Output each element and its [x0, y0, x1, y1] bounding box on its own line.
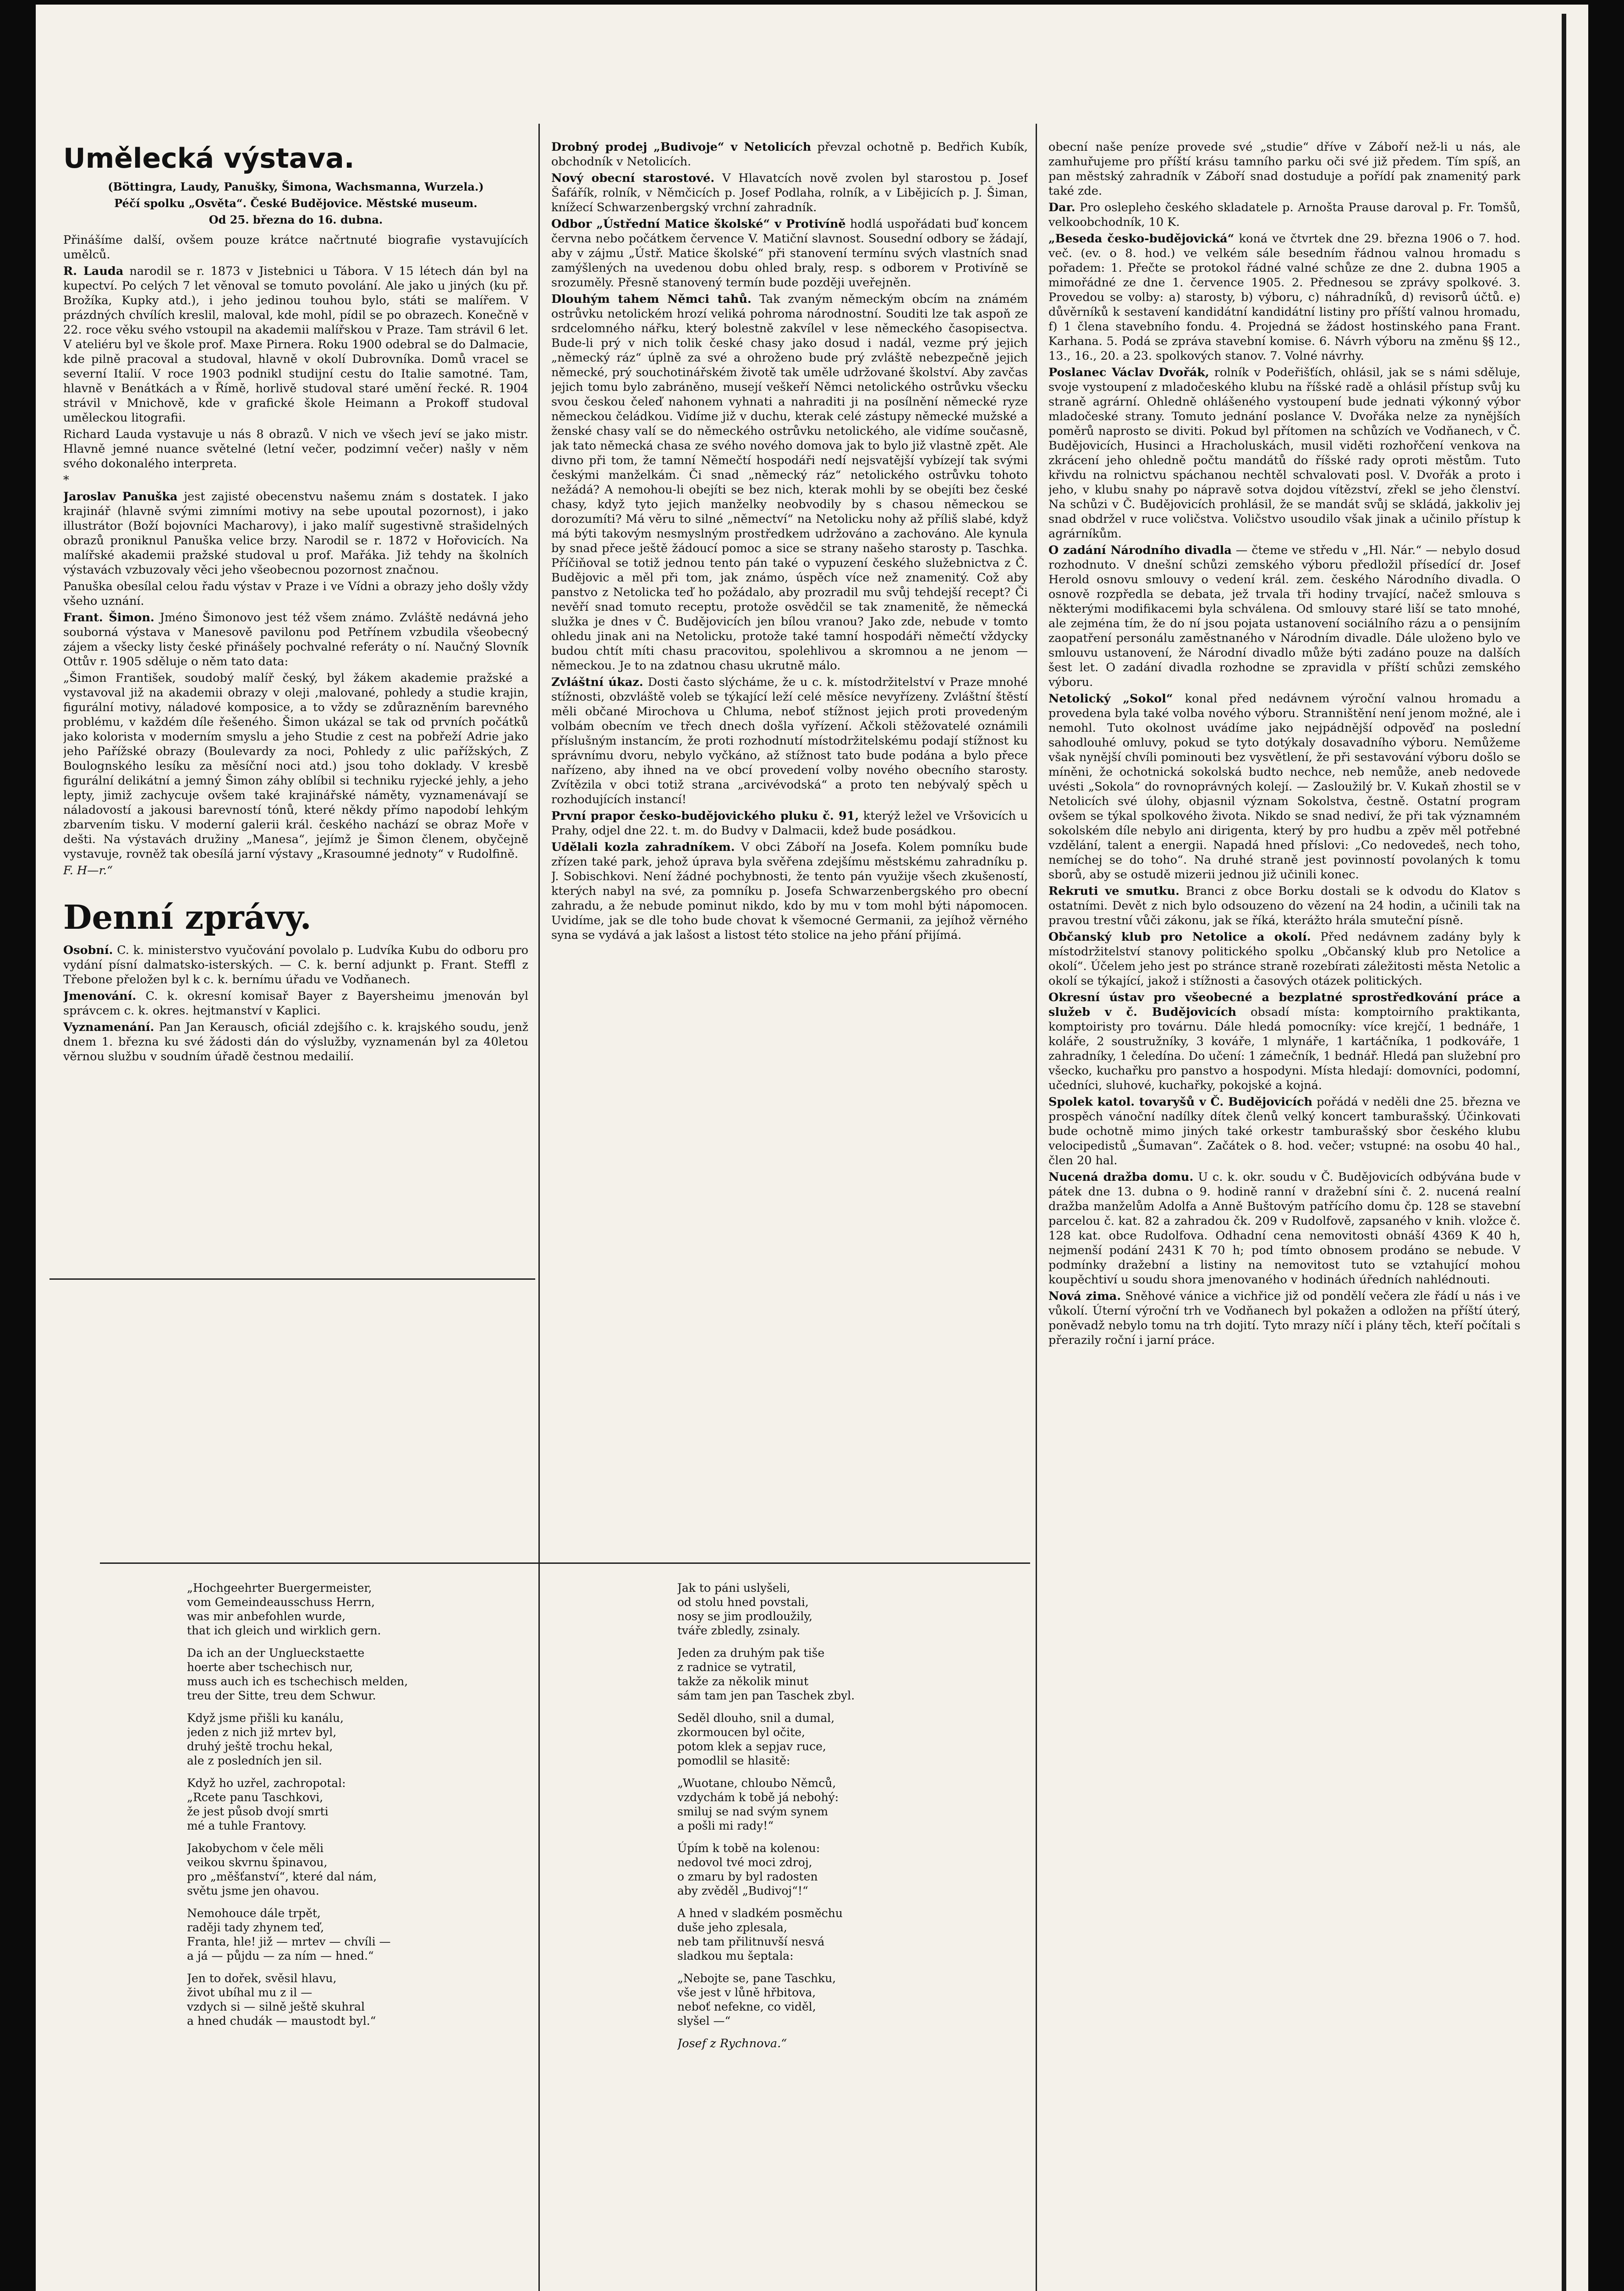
poem-rule-full	[100, 1562, 1030, 1564]
left-poem-line: vzdych si — silně ještě skuhral	[187, 2000, 365, 2013]
left-poem-line: „Hochgeehrter Buergermeister,	[187, 1581, 372, 1595]
exhibition-intro: Přinášíme další, ovšem pouze krátce načrtnuté biografie vystavujících umělců.	[63, 233, 528, 262]
scan-border-strip	[1562, 14, 1566, 2291]
simon-paragraph	[63, 610, 528, 669]
dvorak-lead: Poslanec Václav Dvořák,	[1048, 366, 1209, 379]
middle-poem-line: Jeden za druhým pak tiše	[677, 1646, 825, 1660]
article-signature: F. H—r.“	[63, 864, 113, 877]
middle-poem-line: duše jeho zplesala,	[677, 1921, 787, 1934]
middle-poem-line: pomodlil se hlasitě:	[677, 1754, 790, 1767]
news-matice	[551, 217, 1028, 290]
lauda-text: narodil se r. 1873 v Jistebnici u Tábora. V 15 létech dán byl na kupectví. Po celých 7 let věnoval se tomuto povolání. Ale jako u jiných (ku př. Brožíka, Kupky atd.), i jeho jedinou touhou bylo, státi se malířem. V prázdných chvílích kreslil, maloval, kde mohl, pídil se po obrazech. Konečně v 22. roce věku svého vstoupil na akademii malířskou v Praze. Tam strávil 6 let. V ateliéru byl ve škole prof. Maxe Pirnera. Roku 1900 odebral se do Dalmacie, kde pilně pracoval a studoval, hlavně v okolí Dubrovníka. Domů vracel se severní Italií. V roce 1903 podnikl studijní cestu do Italie samotné. Tam, hlavně v Benátkách a v Římě, horlivě studoval staré umění řecké. R. 1904 strávil v Mnichově, kde v grafické škole Heimann a Prokoff studoval uměleckou litografii.	[63, 264, 528, 425]
starosta-lead: Nový obecní starostové.	[551, 171, 715, 185]
middle-poem-line: neboť nefekne, co viděl,	[677, 2000, 816, 2013]
dvorak-text: rolník v Podeřišťích, ohlásil, jak se s námi sděluje, svoje vystoupení z mladočeského klubu na říšské radě a ohlásil přístup svůj ku straně agrární. Ohledně ohlášeného vystoupení bude jednati výkonný výbor mladočeské strany. Tomuto jednání poslance V. Dvořáka nelze za nynějších poměrů naprosto se diviti. Pokud byl přítomen na schůzích ve Vodňanech, v Č. Budějovicích, Husinci a Hracholuskách, musil viděti rozhořčení venkova na zkrácení jeho ohledně počtu mandátů do říšské rady oproti městům. Tuto křivdu na rolnictvu spáchanou nechtěl schvalovati posl. V. Dvořák a proto i jeho, v klubu snahy po nápravě sotva dojdou vítězství, zřekl se jeho členství. Na schůzi v Č. Budějovicích prohlásil, že se mandát svůj se skládá, jakkoliv jej snad obdržel v ruce voličstva. Voličstvo usoudilo však jinak a učinilo přístup k agrárníkům.	[1048, 366, 1520, 541]
poem-signature: Josef z Rychnova.“	[677, 2037, 787, 2050]
news-jmenovani	[63, 989, 528, 1018]
vyznamenani-lead: Vyznamenání.	[63, 1020, 154, 1034]
exhibition-organizer: Péčí spolku „Osvěta“. České Budějovice. Městské museum.	[114, 197, 477, 210]
left-poem-stanza	[187, 1971, 535, 2028]
sokol-text: konal před nedávnem výroční valnou hromadu a provedena byla také volba nového výboru. Stranništění není jenom možné, ale i nemohl. Tuto okolnost uvádíme jako nejpádnější odpověď na poslední sahodlouhé omluvy, pokud se tyto dotýkaly dosavadního výboru. Nemůžeme však nynější chvíli pominouti bez vysvětlení, že při sestavování výboru došlo se míněni, že ochotnická sokolská budto nechce, neb nemůže, aneb nedovede uvésti „Sokola“ do rovnoprávných kolejí. — Zasloužilý br. V. Kukaň zhostil se v Netolicích své úlohy, objasnil význam Sokolstva, čestně. Ostatní program ovšem se týkal spolkového života. Nikdo se snad nediví, že při tak významném sokolském díle nebylo ani dirigenta, který by pro hudbu a zpěv měl potřebné vzdělání, talent a energii. Napadá hned příslovi: „Co nedovedeš, nech toho, nemíchej se do toho“. Na druhé straně jest povinností povolaných k tomu sborů, aby se ostudě mizerii jednou již učinili konec.	[1048, 692, 1520, 882]
left-column	[63, 142, 528, 1558]
middle-poem-line: tváře zbledly, zsinaly.	[677, 1624, 801, 1637]
middle-poem-line: „Nebojte se, pane Taschku,	[677, 1972, 836, 1985]
panuska-name: Jaroslav Panuška	[63, 490, 178, 504]
middle-poem-stanza	[677, 1646, 1030, 1703]
left-poem-line: ale z posledních jen sil.	[187, 1754, 322, 1767]
left-poem-line: Když ho uzřel, zachropotal:	[187, 1776, 346, 1790]
news-beseda	[1048, 231, 1520, 363]
exhibition-dates: Od 25. března do 16. dubna.	[208, 213, 383, 226]
middle-poem-stanza	[677, 1906, 1030, 1963]
panuska-text: jest zajisté obecenstvu našemu znám s dostatek. I jako krajinář (hlavně svými zimními motivy na sebe upoutal pozornost), i jako illustrátor (Boží bojovníci Macharovy), i jako malíř sugestivně strašidelných obrazů proniknul Panuška velice brzy. Narodil se r. 1872 v Hořovicích. Na malířské akademii pražské studoval u prof. Mařáka. Již tehdy na školních výstavách vzbuzovaly věci jeho všeobecnou pozornost značnou.	[63, 490, 528, 577]
middle-poem-stanza	[677, 1841, 1030, 1898]
osobni-lead: Osobní.	[63, 943, 113, 957]
exhibition-artists: (Böttingra, Laudy, Panušky, Šimona, Wachsmanna, Wurzela.)	[108, 180, 484, 193]
middle-poem-stanza	[677, 1581, 1030, 1638]
left-poem-line: druhý ještě trochu hekal,	[187, 1740, 333, 1753]
column-rule-left	[538, 124, 540, 2291]
left-poem-line: Franta, hle! již — mrtev — chvíli —	[187, 1935, 391, 1948]
lauda-paragraph	[63, 264, 528, 425]
middle-poem-line: nedovol tvé moci zdroj,	[677, 1856, 812, 1869]
news-ustav	[1048, 990, 1520, 1093]
middle-poem-line: nosy se jim prodloužily,	[677, 1610, 813, 1623]
left-poem-line: vom Gemeindeausschuss Herrn,	[187, 1595, 375, 1609]
middle-poem-line: sám tam jen pan Taschek zbyl.	[677, 1689, 855, 1702]
sokol-lead: Netolický „Sokol“	[1048, 692, 1173, 706]
beseda-text: koná ve čtvrtek dne 29. března 1906 o 7. hod. več. (ev. o 8. hod.) ve velkém sále besedním řádnou valnou hromadu s pořadem: 1. Přečte se protokol řádné valné schůze ze dne 2. dubna 1905 a mimořádné ze dne 1. července 1905. 2. Přednesou se zprávy spolkové. 3. Provedou se volby: a) starosty, b) výboru, c) náhradníků, d) revisorů účtů. e) důvěrníků k sestavení kandidátní kandidátní listiny pro příští valnou hromadu, f) 1 člena stavebního fondu. 4. Projedná se žádost hostinského pana Frant. Karhana. 5. Podá se zpráva stavební komise. 6. Návrh výboru na změnu §§ 12., 13., 16., 20. a 23. spolkových stanov. 7. Volné návrhy.	[1048, 232, 1520, 363]
lauda-name: R. Lauda	[63, 264, 124, 278]
left-poem-line: muss auch ich es tschechisch melden,	[187, 1675, 408, 1688]
left-poem-line: „Rcete panu Taschkovi,	[187, 1791, 324, 1804]
left-poem-line: Když jsme přišli ku kanálu,	[187, 1711, 344, 1725]
left-poem-line: Da ich an der Unglueckstaette	[187, 1646, 365, 1660]
left-poem-line: hoerte aber tschechisch nur,	[187, 1661, 353, 1674]
left-poem-line: Nemohouce dále trpět,	[187, 1907, 321, 1920]
news-kozla	[551, 840, 1028, 943]
simon-text: Jméno Šimonovo jest též všem známo. Zvláště nedávná jeho souborná výstava v Manesově pavilonu pod Petřínem vzbudila všeobecný zájem a všecky listy české přinášely pochvalné referáty o ní. Naučný Slovník Ottův r. 1905 sděluje o něm tato data:	[63, 611, 528, 669]
middle-poem	[677, 1581, 1030, 2291]
left-poem-line: jeden z nich již mrtev byl,	[187, 1726, 337, 1739]
left-poem	[187, 1581, 535, 2291]
ukaz-lead: Zvláštní úkaz.	[551, 675, 643, 689]
zima-text: Sněhové vánice a vichřice již od pondělí večera zle řádí u nás i ve vůkolí. Úterní výroční trh ve Vodňanech byl pokažen a odložen na příští úterý, poněvadž nebylo tomu na trh dojití. Tyto mrazy níčí i plány těch, kteří počítali s přerazily roční i jarní práce.	[1048, 1289, 1520, 1347]
nemci-text: Tak zvaným německým obcím na známém ostrůvku netolickém hrozí veliká pohroma národnostní. Souditi lze tak aspoň ze srdcelomného nářku, který bolestně zakvílel v lese německého časopisectva. Bude-li prý v nich tolik české chasy jako dosud i nadál, vezme prý jejich „německý ráz“ úplně za své a ohroženo bude prý zvláště nebezpečně jejich německé, prý souchotinářském životě tak uměle udržované školství. Aby zavčas jejich tomu bylo zabráněno, musejí veškeří Němci netolického ostrůvku všecku svou českou čeleď nahonem vyhnati a nahraditi ji na posílnění německé ryze německou čeládkou. Vidíme již v duchu, kterak celé zástupy německé mužské a ženské chasy valí se do německého ostrůvku netolického, ale vidíme současně, jak tato německá chasa ze svého nového domova jak to bylo již vlastně zpět. Ale divno při tom, že tamní Němečtí hospodáři nedí nejsvatější vybízejí tak svými českými manželkám. Či snad „německý ráz“ netolického ostrůvku tohoto nežádá? A nemohou-li obejíti se bez nich, kterak mohli by se obejíti bez české chasy, když tyto jejich manželky neobvodily by s chasou německou se dorozumíti? Má věru to silné „němectví“ na Netolicku nohy až příliš slabé, když má býti takovým nesmyslným prostředkem udržováno a zachováno. Ale kynula by snad přece ještě žádoucí pomoc a sice se strany našeho starosty p. Taschka. Příčiňoval se totiž jednou tento pán také o vypuzení českého služebnictva z Č. Budějovic a měl při tom, jak známo, úspěch více než znamenitý. Což aby panstvo z Netolicka teď ho požádalo, aby prozradil mu svůj tehdejší recept? Či nevěří snad tomuto receptu, protože osvědčil se tak znamenitě, že německá služka je dnes v Č. Budějovicích jen bílou vranou? Jako zde, nebude v tomto ohledu jinak ani na Netolicku, protože také tamní hospodáři němečtí vždycky budou chtít míti chasu pracovitou, spolehlivou a skromnou a ne jenom — německou. Je to na zdatnou chasu ukrutně málo.	[551, 292, 1028, 673]
left-poem-stanza	[187, 1841, 535, 1898]
spolek-lead: Spolek katol. tovaryšů v Č. Budějovicích	[1048, 1095, 1313, 1109]
news-osobni	[63, 943, 528, 987]
newspaper-page	[36, 5, 1588, 2291]
rekruti-text: Branci z obce Borku dostali se k odvodu do Klatov s ostatními. Devět z nich bylo odsouzeno do vězení na 24 hodin, a učinili tak na pravou trestní vůči zákonu, jak se říká, kterážto hrála smuteční písně.	[1048, 884, 1520, 927]
middle-poem-line: od stolu hned povstali,	[677, 1595, 809, 1609]
left-poem-line: raději tady zhynem teď,	[187, 1921, 324, 1934]
news-sokol	[1048, 691, 1520, 882]
news-drazba	[1048, 1170, 1520, 1287]
middle-poem-line: z radnice se vytratil,	[677, 1661, 796, 1674]
middle-poem-stanza	[677, 1711, 1030, 1768]
middle-poem-line: potom klek a sepjav ruce,	[677, 1740, 826, 1753]
middle-poem-line: A hned v sladkém posměchu	[677, 1907, 843, 1920]
drazba-text: U c. k. okr. soudu v Č. Budějovicích odbývána bude v pátek dne 13. dubna o 9. hodině ranní v dražební síni č. 2. nucená realní dražba manželům Adolfa a Anně Buštovým patřícího domu čp. 128 se stavební parcelou č. kat. 82 a zahradou čk. 209 v Rudolfově, zapsaného v knih. vložce č. 128 kat. obce Rudolfova. Odhadní cena nemovitosti obnáší 4369 K 40 h, nejmenší podání 2431 K 70 h; pod tímto obnosem prodáno se nebude. V podmínky dražební a listiny na nemovitost tuto se vztahující mohou koupěchtiví u soudu shora jmenovaného v hodinách úředních nahlédnouti.	[1048, 1170, 1520, 1287]
ustav-text: obsadí místa: komptoirního praktikanta, komptoiristy pro továrnu. Dále hledá pomocníky: více krejčí, 1 bednáře, 1 koláře, 2 soustružníky, 3 kováře, 1 mlynáře, 1 kartáčníka, 1 podkováře, 1 zahradníky, 1 čeledína. Do učení: 1 zámečník, 1 bednář. Hledá pan služební pro všecko, kuchařku pro panstvo a hospodyni. Místa hledají: domovníci, podomní, učedníci, sluhové, kuchařky, pokojské a kojná.	[1048, 1005, 1520, 1092]
jmenovani-lead: Jmenování.	[63, 989, 137, 1003]
dar-text: Pro oslepleho českého skladatele p. Arnošta Prause daroval p. Fr. Tomšů, velkoobchodník, 10 K.	[1048, 201, 1520, 229]
left-poem-line: veikou skvrnu špinavou,	[187, 1856, 328, 1869]
left-poem-stanza	[187, 1711, 535, 1768]
dar-lead: Dar.	[1048, 201, 1075, 214]
divadlo-lead: O zadání Národního divadla	[1048, 543, 1232, 557]
right-column	[1048, 140, 1520, 2291]
panuska-paragraph	[63, 489, 528, 577]
middle-poem-line: Úpím k tobě na kolenou:	[677, 1842, 820, 1855]
simon-quote: „Šimon František, soudobý malíř český, byl žákem akademie pražské a vystavoval již na akademii obrazy v oleji ,malované, pohledy a studie krajin, figurální motivy, náladové komposice, a to vždy se zdůrazněním barevného problému, v každém díle řešeného. Šimon ukázal se tak od prvních počátků jako kolorista v moderním smyslu a jeho Studie z cest na pobřeží Adrie jako jeho Pařížské obrazy (Boulevardy za noci, Pohledy z ulic pařížských, Z Boulognského lesíku za měsíční noci atd.) jsou toho doklady. V kresbě figurální delikátní a jemný Šimon záhy oblíbil si techniku ryjecké jehly, a jeho lepty, jimiž zachycuje ovšem také krajinářské náměty, vyznamenávají se náladovostí a jakousi barevností tónů, které někdy přímo napodobí lehkým zbarvením tisku. V moderní galerii král. českého nachází se obraz Moře v dešti. Na výstavách družiny „Manesa“, jejímž je Šimon členem, obyčejně vystavuje, rovněž tak obesílá jarní výstavy „Krasoumné jednoty“ v Rudolfině.	[63, 671, 528, 861]
left-poem-line: život ubíhal mu z il —	[187, 1986, 313, 1999]
drazba-lead: Nucená dražba domu.	[1048, 1170, 1194, 1184]
news-vyznamenani	[63, 1020, 528, 1064]
budivoj-lead: Drobný prodej „Budivoje“ v Netolicích	[551, 140, 812, 154]
middle-poem-line: neb tam přilitnuvší nesvá	[677, 1935, 825, 1948]
kozla-text: V obci Záboří na Josefa. Kolem pomníku bude zřízen také park, jehož úprava byla svěřena zdejšímu městskému zahradníku p. J. Sobischkovi. Není žádné pochybnosti, že tento pán využije všech zkušeností, kterých nabyl na své, za pomníku p. Josefa Schwarzenbergského pro obecní zahradu, a že nebude pominut nikdo, kdo by mu v tom mohl býti nápomocen. Uvidíme, jak se dle toho bude chovat k všemocné Germanii, za jejíhož věrného syna se vydává a jak lašost a listost této stolice na jeho přání přijímá.	[551, 840, 1028, 942]
middle-poem-line: vše jest v lůně hřbitova,	[677, 1986, 816, 1999]
middle-poem-line: a pošli mi rady!“	[677, 1819, 774, 1832]
left-poem-line: that ich gleich und wirklich gern.	[187, 1624, 381, 1637]
jmenovani-text: C. k. okresní komisař Bayer z Bayersheimu jmenován byl správcem c. k. okres. hejtmanství v Kaplici.	[63, 989, 528, 1018]
middle-poem-line: sladkou mu šeptala:	[677, 1949, 794, 1962]
news-spolek	[1048, 1095, 1520, 1168]
left-poem-stanza	[187, 1646, 535, 1703]
news-dvorak	[1048, 365, 1520, 541]
left-poem-stanza	[187, 1776, 535, 1833]
left-poem-line: a hned chudák — maustodt byl.“	[187, 2014, 376, 2028]
left-poem-line: treu der Sitte, treu dem Schwur.	[187, 1689, 376, 1702]
column-rule-right	[1036, 124, 1037, 2291]
left-poem-stanza	[187, 1906, 535, 1963]
middle-poem-line: zkormoucen byl očite,	[677, 1726, 805, 1739]
simon-name: Frant. Šimon.	[63, 611, 154, 625]
middle-poem-line: slyšel —“	[677, 2014, 731, 2028]
middle-poem-line: Seděl dlouho, snil a dumal,	[677, 1711, 835, 1725]
left-poem-line: že jest působ dvojí smrti	[187, 1805, 329, 1818]
news-starosta	[551, 171, 1028, 215]
vyznamenani-text: Pan Jan Kerausch, oficiál zdejšího c. k. krajského soudu, jenž dnem 1. března ku své žádosti dán do výslužby, vyznamenán byl za 40letou věrnou službu v soudním úřadě čestnou medailií.	[63, 1020, 528, 1063]
ukaz-text: Dosti často slýcháme, že u c. k. místodržitelství v Praze mnohé stížnosti, obzvláště voleb se týkající leží celé měsíce nevyřízeny. Zvláštní štěstí měli občané Mirochova u Chluma, neboť stížnost jejich proti provedeným volbám obecním ve třech dnech došla vyřízení. Ačkoli stěžovatelé oznámili příslušným instancím, že proti rozhodnutí místodržitelskému podají stížnost ku správnímu dvoru, nebylo vyčkáno, až stížnost tato bude podána a bylo přece nařízeno, aby ihned na ve obcí provedení volby nového obecního starosty. Zvítězila v obci totiž strana „arcivévodská“ a proto ten nebývalý spěch u rozhodujících instancí!	[551, 675, 1028, 806]
news-divadlo	[1048, 543, 1520, 690]
left-poem-line: a já — půjdu — za ním — hned.“	[187, 1949, 374, 1962]
matice-lead: Odbor „Ústřední Matice školské“ v Protivíně	[551, 217, 846, 231]
left-poem-line: světu jsme jen ohavou.	[187, 1884, 319, 1897]
obcansky-lead: Občanský klub pro Netolice a okolí.	[1048, 930, 1311, 944]
middle-poem-stanza	[677, 1776, 1030, 1833]
news-obcansky	[1048, 930, 1520, 988]
separator-star: *	[63, 473, 69, 487]
middle-poem-stanza	[677, 1971, 1030, 2028]
starosta-text: V Hlavatcích nově zvolen byl starostou p. Josef Šafářík, rolník, v Němčicích p. Josef Podlaha, rolník, a v Libějicích p. J. Šiman, knížecí Schwarzenbergský vrchní zahradník.	[551, 171, 1028, 214]
news-rekruti	[1048, 884, 1520, 928]
exhibition-title: Umělecká výstava.	[63, 143, 355, 175]
middle-poem-line: takže za několik minut	[677, 1675, 809, 1688]
rekruti-lead: Rekruti ve smutku.	[1048, 884, 1180, 898]
lauda-paragraph-2: Richard Lauda vystavuje u nás 8 obrazů. V nich ve všech jeví se jako mistr. Hlavně jemné nuance světelné (letní večer, podzimní večer) našly v něm svého dokonalého interpreta.	[63, 428, 528, 471]
budivoj-text: převzal ochotně p. Bedřich Kubík, obchodník v Netolicích.	[551, 140, 1028, 169]
middle-poem-line: vzdychám k tobě já nebohý:	[677, 1791, 839, 1804]
middle-column	[551, 140, 1028, 1560]
beseda-lead: „Beseda česko-budějovická“	[1048, 232, 1234, 246]
middle-poem-line: o zmaru by byl radosten	[677, 1870, 818, 1883]
news-section-title: Denní zprávy.	[63, 898, 312, 937]
ustav-lead: Okresní ústav pro všeobecné a bezplatné sprostředkování práce a služeb v č. Budějovicích	[1048, 991, 1520, 1019]
osobni-text: C. k. ministerstvo vyučování povolalo p. Ludvíka Kubu do odboru pro vydání písní dalmatsko-isterských. — C. k. berní adjunkt p. Frant. Steffl z Třebone přeložen byl k c. k. bernímu úřadu ve Vodňanech.	[63, 943, 528, 987]
news-budivoj	[551, 140, 1028, 169]
news-intro-continued: obecní naše peníze provede své „studie“ dříve v Záboří než-li u nás, ale zamhuřujeme pro příští krásu tamního parku oči své již předem. Tím spíš, an pan městský zahradník v Záboří snad dostuduje a pořídí pak znamenitý park také zde.	[1048, 140, 1520, 198]
nemci-lead: Dlouhým tahem Němci tahů.	[551, 292, 752, 306]
news-ukaz	[551, 675, 1028, 807]
prapor-text: kterýž ležel ve Vršovicích u Prahy, odjel dne 22. t. m. do Budvy v Dalmacii, kdež bude posádkou.	[551, 809, 1028, 838]
news-nemci	[551, 292, 1028, 673]
left-poem-line: mé a tuhle Frantovy.	[187, 1819, 307, 1832]
divadlo-text: — čteme ve středu v „Hl. Nár.“ — nebylo dosud rozhodnuto. V dnešní schůzi zemského výboru předložil přísedící dr. Josef Herold osnovu smlouvy o vedení král. zem. českého Národního divadla. O osnově rozpředla se debata, jež trvala tři hodiny trvající, načež smlouva s některými modifikacemi byla schválena. Od smlouvy staré liší se tato mnohé, ale zejména tím, že do ní jsou pojata ustanovení sociálního rázu a o pensijním zaopatření personálu zaměstnaného v Národním divadle. Dále uloženo bylo ve smlouvu ustanovení, že Národní divadlo může býti zadáno pouze na dalších šest let. O zadání divadla rozhodne se zpravidla v příští schůzi zemského výboru.	[1048, 543, 1520, 689]
prapor-lead: První prapor česko-budějovického pluku č. 91,	[551, 809, 859, 823]
panuska-paragraph-2: Panuška obesílal celou řadu výstav v Praze i ve Vídni a obrazy jeho došly vždy všeho uznání.	[63, 580, 528, 608]
kozla-lead: Udělali kozla zahradníkem.	[551, 840, 735, 854]
middle-poem-line: Jak to páni uslyšeli,	[677, 1581, 790, 1595]
left-poem-line: pro „měšťanství“, které dal nám,	[187, 1870, 377, 1883]
middle-poem-line: aby zvěděl „Budivoj“!“	[677, 1884, 808, 1897]
news-dar	[1048, 200, 1520, 230]
left-poem-line: Jakobychom v čele měli	[187, 1842, 324, 1855]
zima-lead: Nová zima.	[1048, 1289, 1121, 1303]
obcansky-text: Před nedávnem zadány byly k místodržitelství stanovy politického spolku „Občanský klub pro Netolice a okolí“. Účelem jeho jest po stránce straně rozebírati záležitosti města Netolic a okolí se týkající, jakož i stížnosti a časových otázek politických.	[1048, 930, 1520, 988]
news-prapor	[551, 809, 1028, 838]
middle-poem-line: „Wuotane, chloubo Němců,	[677, 1776, 836, 1790]
middle-poem-stanzas	[677, 1581, 1030, 2028]
left-poem-line: was mir anbefohlen wurde,	[187, 1610, 346, 1623]
left-poem-stanza	[187, 1581, 535, 1638]
left-poem-line: Jen to dořek, svěsil hlavu,	[187, 1972, 337, 1985]
news-zima	[1048, 1289, 1520, 1348]
spolek-text: pořádá v neděli dne 25. března ve prospěch vánoční nadílky dítek členů velký koncert tamburašský. Účinkovati bude ochotně mimo jiných také orkestr tamburašský sbor českého klubu velocipedistů „Šumavan“. Začátek o 8. hod. večer; vstupné: na osobu 40 hal., člen 20 hal.	[1048, 1095, 1520, 1167]
middle-poem-line: smiluj se nad svým synem	[677, 1805, 828, 1818]
matice-text: hodlá uspořádati buď koncem června nebo počátkem července V. Matiční slavnost. Sousední odbory se žádají, aby v zájmu „Ústř. Matice školské“ při stanovení termínu svých vlastních snad zamýšlených na uvedenou dobu ohled braly, resp. s odborem v Protivíně se srozuměly. Přesně stanovený termín bude později uveřejněn.	[551, 217, 1028, 290]
